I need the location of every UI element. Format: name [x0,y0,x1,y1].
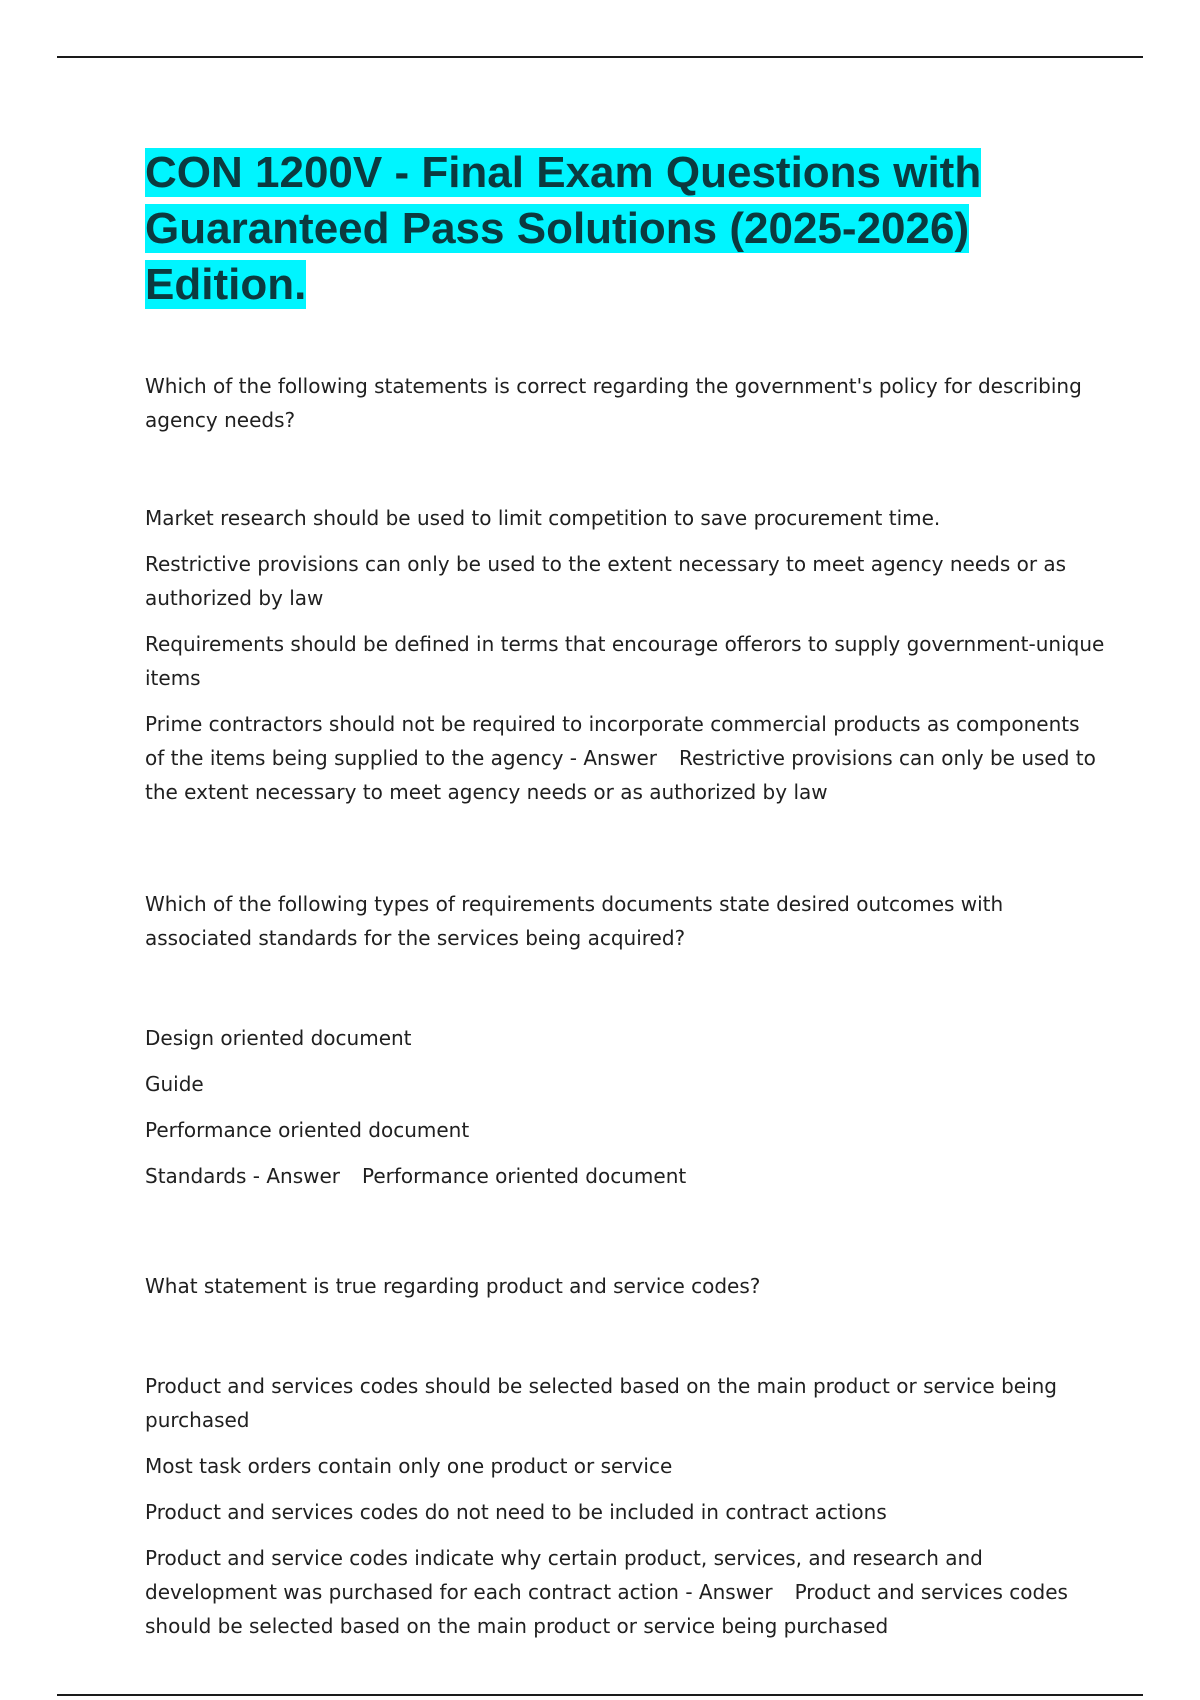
question-block [145,369,1105,809]
footer-rule [57,1694,1143,1696]
question-text: Which of the following types of requirements documents state desired outcomes with associated standards for the services being acquired? [145,892,1004,950]
answer-text: Restrictive provisions can only be used to the extent necessary to meet agency needs or as authorized by law [145,746,1096,804]
option-with-answer: Product and service codes indicate why certain product, services, and research and development was purchased for each contract action - Answer Product and services codes should be selected based on the main product or service being purchased [145,1546,1068,1638]
option-item: Product and services codes should be selected based on the main product or service being purchased [145,1374,1057,1432]
answer-label: Answer [266,1164,341,1188]
option-item: Standards [145,1164,247,1188]
answer-text: Performance oriented document [362,1164,687,1188]
question-text: Which of the following statements is correct regarding the government's policy for describing agency needs? [145,374,1082,432]
question-text: What statement is true regarding product and service codes? [145,1274,761,1298]
title-highlight: CON 1200V - Final Exam Questions with Guaranteed Pass Solutions (2025-2026) Edition. [145,148,982,309]
option-item: Restrictive provisions can only be used to the extent necessary to meet agency needs or as authorized by law [145,552,1067,610]
question-block [145,887,1105,1193]
option-item: Guide [145,1072,204,1096]
option-item: Requirements should be defined in terms that encourage offerors to supply government-unique items [145,632,1105,690]
question-block [145,1269,1105,1643]
answer-label: Answer [583,746,658,770]
option-item: Product and service codes indicate why certain product, services, and research and development was purchased for each contract action [145,1546,983,1604]
answer-label: Answer [698,1580,773,1604]
option-item: Most task orders contain only one product or service [145,1454,673,1478]
option-item: Product and services codes do not need to be included in contract actions [145,1500,887,1524]
option-item: Prime contractors should not be required to incorporate commercial products as components of the items being supplied to the agency [145,712,1080,770]
document-title [145,145,1105,313]
option-with-answer: Prime contractors should not be required to incorporate commercial products as components of the items being supplied to the agency - Answer Restrictive provisions can only be used to the extent necessary to meet agency needs or as authorized by law [145,712,1096,804]
option-item: Design oriented document [145,1026,412,1050]
option-item: Market research should be used to limit competition to save procurement time. [145,506,941,530]
answer-text: Product and services codes should be selected based on the main product or service being purchased [145,1580,1068,1638]
option-item: Performance oriented document [145,1118,470,1142]
document-page [145,145,1105,1657]
option-with-answer: Standards - Answer Performance oriented document [145,1164,687,1188]
header-rule [57,56,1143,58]
